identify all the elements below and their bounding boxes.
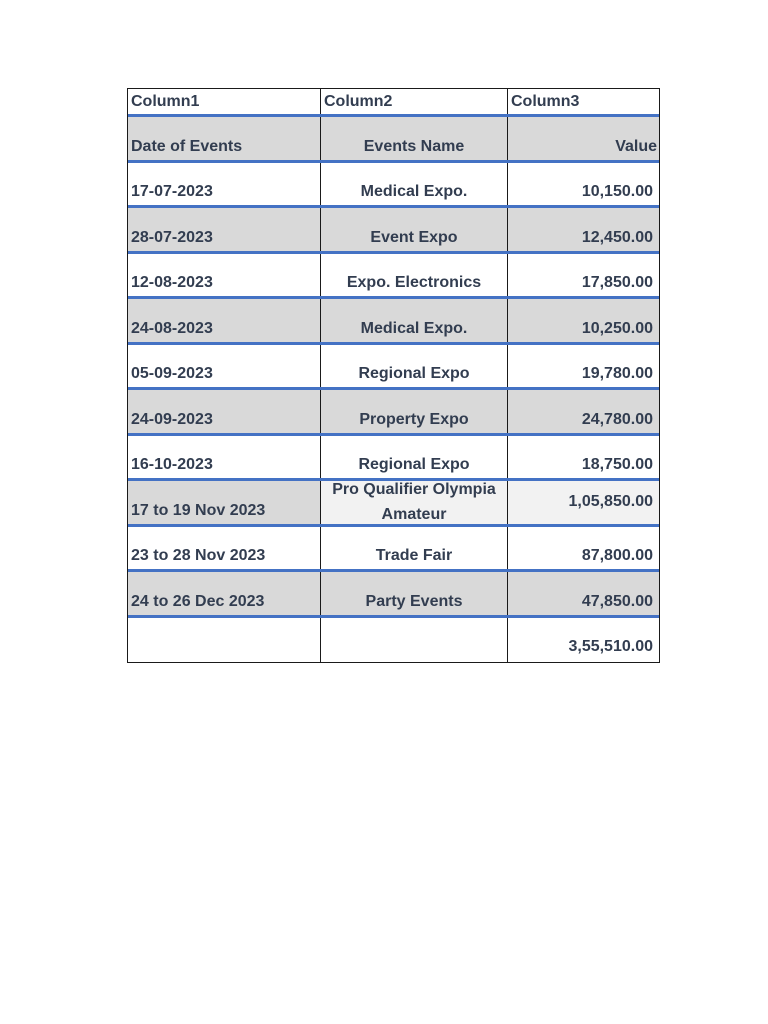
event-date-cell[interactable]: 24-09-2023 [128,390,321,433]
event-name-cell[interactable]: Expo. Electronics [321,254,508,297]
table-row [128,436,659,482]
table-row [128,481,659,527]
table-row [128,345,659,391]
event-date-cell[interactable]: 12-08-2023 [128,254,321,297]
event-date-cell[interactable]: 17 to 19 Nov 2023 [128,481,321,524]
header-date[interactable]: Date of Events [128,117,321,160]
header-value[interactable]: Value [615,137,657,155]
table-row [128,299,659,345]
table-row [128,163,659,209]
table-row [128,572,659,618]
event-value-cell[interactable]: 18,750.00 [581,456,653,473]
event-date-cell[interactable]: 24-08-2023 [128,299,321,342]
event-name-cell[interactable]: Regional Expo [321,345,508,388]
column-label-3[interactable]: Column3 [511,92,580,110]
event-value-cell[interactable]: 12,450.00 [581,228,653,246]
event-value-cell[interactable]: 87,800.00 [581,547,653,564]
event-value-cell[interactable]: 17,850.00 [581,274,653,291]
column-label-row [128,89,659,117]
event-date-cell[interactable]: 05-09-2023 [128,345,321,388]
table-row [128,527,659,573]
event-date-cell[interactable]: 23 to 28 Nov 2023 [128,527,321,570]
event-value-cell[interactable]: 1,05,850.00 [508,481,659,524]
total-value-cell[interactable]: 3,55,510.00 [568,637,653,655]
column-label-2[interactable]: Column2 [321,89,508,114]
total-date-cell[interactable] [128,618,321,662]
event-date-cell[interactable]: 16-10-2023 [128,436,321,479]
event-name-cell[interactable]: Event Expo [321,208,508,251]
table-row [128,208,659,254]
total-name-cell[interactable] [321,618,508,662]
event-value-cell[interactable]: 24,780.00 [581,410,653,428]
table-row [128,390,659,436]
event-date-cell[interactable]: 24 to 26 Dec 2023 [128,572,321,615]
header-name[interactable]: Events Name [321,117,508,160]
event-name-cell[interactable]: Pro Qualifier Olympia Amateur [321,481,508,524]
event-name-cell[interactable]: Property Expo [321,390,508,433]
event-value-cell[interactable]: 10,250.00 [581,319,653,337]
event-value-cell[interactable]: 47,850.00 [581,592,653,610]
event-value-cell[interactable]: 10,150.00 [581,183,653,200]
event-name-cell[interactable]: Medical Expo. [321,163,508,206]
table-row [128,254,659,300]
total-row [128,618,659,662]
event-name-cell[interactable]: Party Events [321,572,508,615]
event-date-cell[interactable]: 17-07-2023 [128,163,321,206]
event-date-cell[interactable]: 28-07-2023 [128,208,321,251]
events-table [127,88,660,663]
column-label-1[interactable]: Column1 [128,89,321,114]
event-value-cell[interactable]: 19,780.00 [581,365,653,382]
header-row [128,117,659,163]
event-name-cell[interactable]: Trade Fair [321,527,508,570]
event-name-cell[interactable]: Medical Expo. [321,299,508,342]
event-name-cell[interactable]: Regional Expo [321,436,508,479]
